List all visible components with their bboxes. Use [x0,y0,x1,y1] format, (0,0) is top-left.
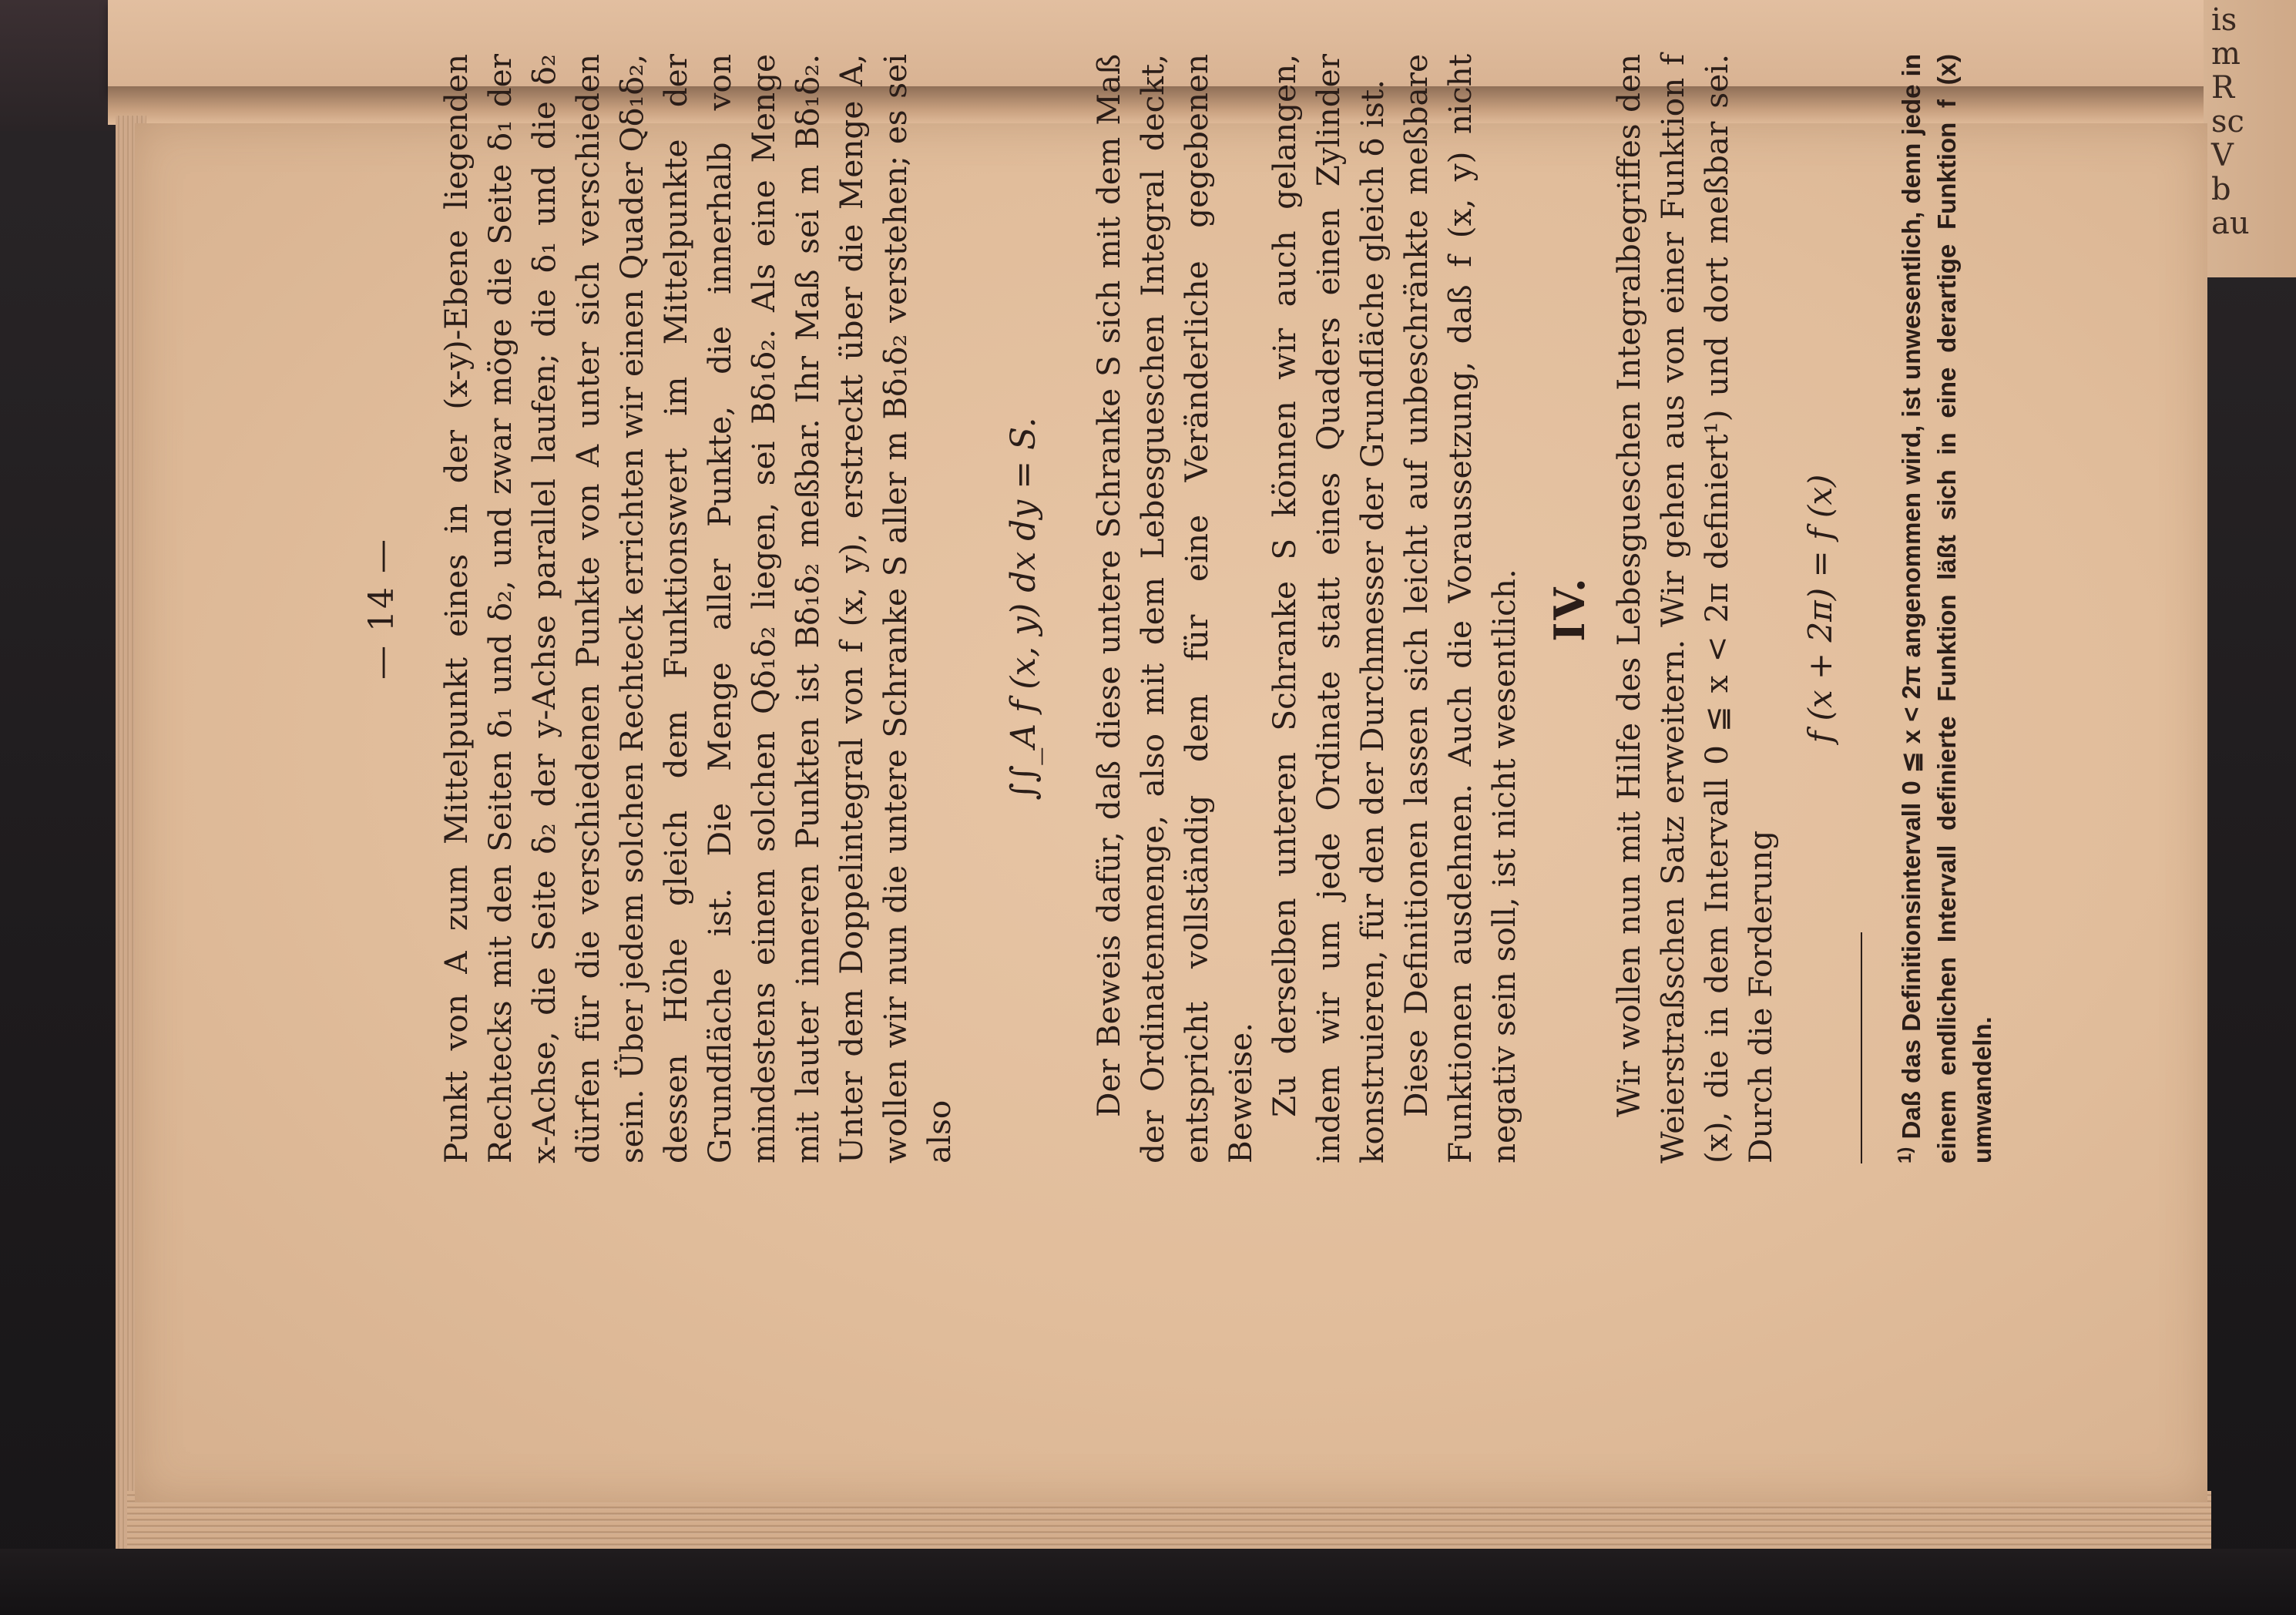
paragraph-4: Diese Definitionen lassen sich leicht auf unbeschränkte meßbare Funktionen ausdehnen. Auch die Voraussetzung, daß f (x, y) nicht negativ sein soll, ist nicht wesentlich. [1398,54,1522,1163]
book-cover-bottom [0,1549,2296,1615]
paragraph-3: Zu derselben unteren Schranke S können wir auch gelangen, indem wir um jede Ordinate statt eines Quaders einen Zylinder konstruieren, für den der Durchmesser der Grundfläche gleich δ ist. [1266,54,1391,1163]
footnote-text: Daß das Definitionsintervall 0 ≦ x < 2π angenommen wird, ist unwesentlich, denn jede in einem endlichen Intervall definierte Funktion läßt sich in eine derartige Funktion f (x) umwandeln. [1897,54,1996,1163]
paragraph-1: Punkt von A zum Mittelpunkt eines in der (x-y)-Ebene liegenden Rechtecks mit den Seiten δ₁ und δ₂, und zwar möge die Seite δ₁ der x-Achse, die Seite δ₂ der y-Achse parallel laufen; die δ₁ und die δ₂ dürfen für die verschiedenen Punkte von A unter sich verschieden sein. Über jedem solchen Rechteck errichten wir einen Quader Qδ₁δ₂, dessen Höhe gleich dem Funktionswert im Mittelpunkte der Grundfläche ist. Die Menge aller Punkte, die innerhalb von mindestens einem solchen Qδ₁δ₂ liegen, sei Bδ₁δ₂. Als eine Menge mit lauter inneren Punkten ist Bδ₁δ₂ meßbar. Ihr Maß sei m Bδ₁δ₂. Unter dem Doppelintegral von f (x, y), erstreckt über die Menge A, wollen wir nun die untere Schranke S aller m Bδ₁δ₂ verstehen; es sei also [438,54,958,1163]
rotated-page-content [362,54,1996,1163]
footnote [1888,54,2000,1163]
paragraph-5: Wir wollen nun mit Hilfe des Lebesgueschen Integralbegriffes den Weierstraßschen Satz erweitern. Wir gehen aus von einer Funktion f (x), die in dem Intervall 0 ≦ x < 2π definiert¹) und dort meßbar sei. Durch die Forderung [1610,54,1779,1163]
double-integral-formula: ∫∫_A f (x, y) dx dy = S. [1004,417,1043,801]
section-heading: IV. [1545,576,1594,642]
periodicity-formula: f (x + 2π) = f (x) [1801,474,1839,744]
facing-page-text: is m R sc V b au [2211,2,2250,241]
footnote-mark: 1) [1895,1147,1915,1163]
page-number: — 14 — [362,538,401,680]
facing-page-fragment [2204,0,2296,277]
footnote-divider [1861,932,1862,1163]
paragraph-2: Der Beweis dafür, daß diese untere Schranke S sich mit dem Maß der Ordinatenmenge, also mit dem Lebesgueschen Integral deckt, entspricht vollständig dem für eine Veränderliche gegebenen Beweise. [1090,54,1259,1163]
page-text-block [435,54,2026,1163]
